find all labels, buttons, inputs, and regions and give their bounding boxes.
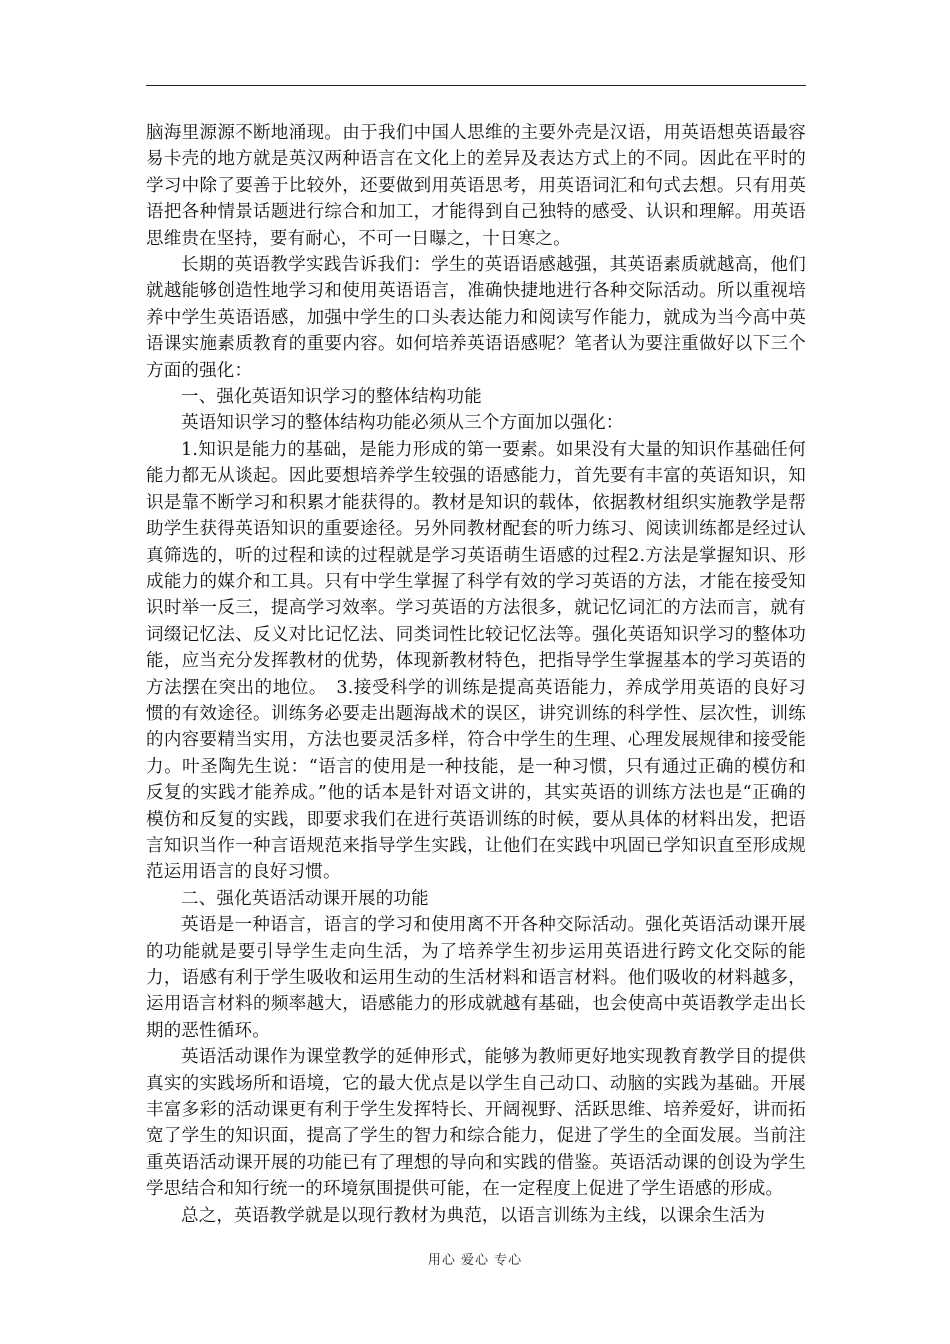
paragraph: 一、强化英语知识学习的整体结构功能: [181, 387, 482, 408]
paragraph: 总之，英语教学就是以现行教材为典范，以语言训练为主线，以课余生活为: [181, 1205, 766, 1226]
paragraph: 1.知识是能力的基础，是能力形成的第一要素。如果没有大量的知识作基础任何能力都无从谈起。因此要想培养学生较强的语感能力，首先要有丰富的英语知识，知识是靠不断学习和积累才能获得的。教材是知识的载体，依据教材组织实施教学是帮助学生获得英语知识的重要途径。另外同教材配套的听力练习、阅读训练都是经过认真筛选的，听的过程和读的过程就是学习英语萌生语感的过程2.方法是掌握知识、形成能力的媒介和工具。只有中学生掌握了科学有效的学习英语的方法，才能在接受知识时举一反三，提高学习效率。学习英语的方法很多，就记忆词汇的方法而言，就有词缀记忆法、反义对比记忆法、同类词性比较记忆法等。强化英语知识学习的整体功能，应当充分发挥教材的优势，体现新教材特色，把指导学生掌握基本的学习英语的方法摆在突出的地位。 3.接受科学的训练是提高英语能力，养成学用英语的良好习惯的有效途径。训练务必要走出题海战术的误区，讲究训练的科学性、层次性，训练的内容要精当实用，方法也要灵活多样，符合中学生的生理、心理发展规律和接受能力。叶圣陶先生说：“语言的使用是一种技能，是一种习惯，只有通过正确的模仿和反复的实践才能养成。”他的话本是针对语文讲的，其实英语的训练方法也是“正确的模仿和反复的实践，即要求我们在进行英语训练的时候，要从具体的材料出发，把语言知识当作一种言语规范来指导学生实践，让他们在实践中巩固已学知识直至形成规范运用语言的良好习惯。: [146, 439, 806, 883]
document-body: [146, 120, 806, 1229]
header-rule: [146, 85, 806, 86]
paragraph: 英语是一种语言，语言的学习和使用离不开各种交际活动。强化英语活动课开展的功能就是要引导学生走向生活，为了培养学生初步运用英语进行跨文化交际的能力，语感有利于学生吸收和运用生动的生活材料和语言材料。他们吸收的材料越多，运用语言材料的频率越大，语感能力的形成就越有基础，也会使高中英语教学走出长期的恶性循环。: [146, 915, 806, 1041]
paragraph: 英语活动课作为课堂教学的延伸形式，能够为教师更好地实现教育教学目的提供真实的实践场所和语境，它的最大优点是以学生自己动口、动脑的实践为基础。开展丰富多彩的活动课更有利于学生发挥特长、开阔视野、活跃思维、培养爱好，讲而拓宽了学生的知识面，提高了学生的智力和综合能力，促进了学生的全面发展。当前注重英语活动课开展的功能已有了理想的导向和实践的借鉴。英语活动课的创设为学生学思结合和知行统一的环境氛围提供可能，在一定程度上促进了学生语感的形成。: [146, 1047, 806, 1200]
paragraph: 英语知识学习的整体结构功能必须从三个方面加以强化：: [181, 413, 624, 434]
paragraph: 脑海里源源不断地涌现。由于我们中国人思维的主要外壳是汉语，用英语想英语最容易卡壳的地方就是英汉两种语言在文化上的差异及表达方式上的不同。因此在平时的学习中除了要善于比较外，还要做到用英语思考，用英语词汇和句式去想。只有用英语把各种情景话题进行综合和加工，才能得到自己独特的感受、认识和理解。用英语思维贵在坚持，要有耐心，不可一日曝之，十日寒之。: [146, 123, 806, 249]
paragraph: 长期的英语教学实践告诉我们：学生的英语语感越强，其英语素质就越高，他们就越能够创造性地学习和使用英语语言，准确快捷地进行各种交际活动。所以重视培养中学生英语语感，加强中学生的口头表达能力和阅读写作能力，就成为当今高中英语课实施素质教育的重要内容。如何培养英语语感呢？笔者认为要注重做好以下三个方面的强化：: [146, 255, 806, 381]
page-footer: 用心 爱心 专心: [427, 1253, 523, 1268]
paragraph: 二、强化英语活动课开展的功能: [181, 888, 429, 909]
